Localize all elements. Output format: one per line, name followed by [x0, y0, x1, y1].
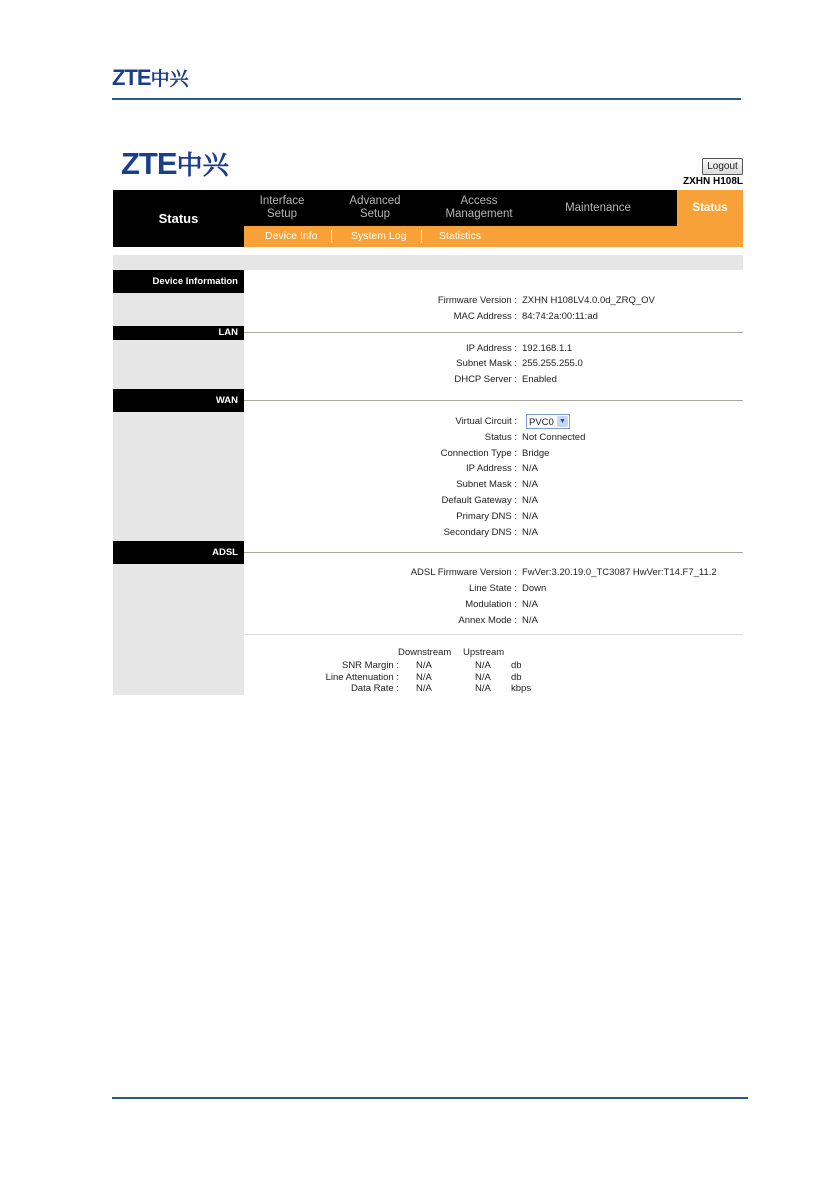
model-name: ZXHN H108L — [682, 176, 743, 187]
footer-rule — [112, 1097, 748, 1099]
subtab-system-log[interactable]: System Log — [351, 230, 407, 242]
tab-maintenance-label: Maintenance — [565, 201, 631, 214]
wan-mask-row — [244, 479, 743, 492]
device-info-heading: Device Information — [113, 270, 244, 293]
modulation-value: N/A — [522, 599, 538, 610]
line-attenuation-unit: db — [511, 672, 522, 683]
wan-status-label: Status : — [484, 432, 517, 443]
firmware-version-value: ZXHN H108LV4.0.0d_ZRQ_OV — [522, 295, 655, 306]
connection-type-row — [244, 448, 743, 461]
default-gateway-row — [244, 495, 743, 508]
wan-heading: WAN — [113, 389, 244, 412]
content-top-strip — [113, 255, 743, 270]
document-logo — [112, 64, 189, 91]
line-state-label: Line State : — [468, 583, 517, 594]
zte-logo — [121, 145, 229, 182]
virtual-circuit-select[interactable] — [526, 414, 570, 429]
data-rate-up: N/A — [475, 683, 491, 694]
lan-mask-value: 255.255.255.0 — [522, 358, 583, 369]
primary-dns-label: Primary DNS : — [456, 511, 517, 522]
document-logo-cn: 中兴 — [150, 69, 189, 90]
virtual-circuit-selected: PVC0 — [529, 417, 554, 428]
line-attenuation-down: N/A — [416, 672, 432, 683]
upstream-header: Upstream — [463, 647, 505, 658]
default-gateway-value: N/A — [522, 495, 538, 506]
wan-ip-value: N/A — [522, 463, 538, 474]
line-attenuation-up: N/A — [475, 672, 491, 683]
subtab-separator — [331, 230, 332, 243]
tab-access-management[interactable] — [430, 190, 528, 226]
lan-heading: LAN — [113, 326, 244, 340]
main-nav — [244, 190, 743, 226]
connection-type-value: Bridge — [522, 448, 550, 459]
firmware-version-label: Firmware Version : — [437, 295, 517, 306]
tab-advanced-setup-line1: Advanced — [349, 195, 401, 207]
adsl-firmware-label: ADSL Firmware Version : — [410, 567, 517, 578]
wan-status-row — [244, 432, 743, 445]
tab-advanced-setup-line2: Setup — [359, 208, 391, 220]
document-logo-latin: ZTE — [112, 65, 151, 90]
tab-interface-setup-line2: Setup — [266, 208, 298, 220]
modulation-label: Modulation : — [465, 599, 517, 610]
data-rate-down: N/A — [416, 683, 432, 694]
snr-margin-up: N/A — [475, 660, 491, 671]
secondary-dns-row — [244, 527, 743, 540]
wan-status-value: Not Connected — [522, 432, 586, 443]
dhcp-server-row — [244, 374, 743, 387]
line-state-value: Down — [522, 583, 547, 594]
dhcp-server-label: DHCP Server : — [454, 374, 517, 385]
data-rate-row — [244, 683, 743, 695]
line-state-row — [244, 583, 743, 596]
zte-logo-latin: ZTE — [121, 146, 177, 181]
modulation-row — [244, 599, 743, 612]
tab-interface-setup[interactable] — [244, 190, 320, 226]
adsl-heading: ADSL — [113, 541, 244, 564]
snr-margin-label: SNR Margin : — [341, 660, 399, 671]
tab-interface-setup-line1: Interface — [259, 195, 305, 207]
annex-mode-label: Annex Mode : — [458, 615, 517, 626]
annex-mode-row — [244, 615, 743, 628]
logout-button[interactable]: Logout — [702, 158, 743, 175]
snr-margin-unit: db — [511, 660, 522, 671]
adsl-divider — [244, 552, 743, 553]
tab-access-management-line2: Management — [445, 208, 513, 220]
lan-divider — [244, 332, 743, 333]
tab-maintenance[interactable] — [542, 190, 654, 226]
subtab-device-info[interactable]: Device Info — [265, 230, 318, 242]
lan-ip-row — [244, 343, 743, 356]
wan-ip-row — [244, 463, 743, 476]
lan-ip-label: IP Address : — [465, 343, 517, 354]
downstream-header: Downstream — [398, 647, 452, 658]
sub-nav — [244, 226, 743, 247]
lan-mask-row — [244, 358, 743, 371]
secondary-dns-value: N/A — [522, 527, 538, 538]
secondary-dns-label: Secondary DNS : — [443, 527, 517, 538]
connection-type-label: Connection Type : — [440, 448, 517, 459]
tab-status[interactable] — [677, 190, 743, 226]
subtab-statistics[interactable]: Statistics — [439, 230, 482, 242]
dhcp-server-value: Enabled — [522, 374, 557, 385]
tab-access-management-line1: Access — [460, 195, 498, 207]
chevron-down-icon[interactable]: ▼ — [557, 416, 568, 427]
primary-dns-value: N/A — [522, 511, 538, 522]
default-gateway-label: Default Gateway : — [441, 495, 517, 506]
adsl-firmware-row — [244, 567, 743, 580]
router-ui — [113, 140, 743, 695]
lan-mask-label: Subnet Mask : — [456, 358, 517, 369]
annex-mode-value: N/A — [522, 615, 538, 626]
lan-ip-value: 192.168.1.1 — [522, 343, 573, 354]
subtab-separator — [421, 230, 422, 243]
adsl-firmware-value: FwVer:3.20.19.0_TC3087 HwVer:T14.F7_11.2 — [522, 567, 717, 578]
wan-mask-label: Subnet Mask : — [456, 479, 517, 490]
wan-mask-value: N/A — [522, 479, 538, 490]
header-rule — [112, 98, 741, 100]
mac-address-value: 84:74:2a:00:11:ad — [522, 311, 598, 322]
zte-logo-cn: 中兴 — [176, 150, 229, 180]
tab-advanced-setup[interactable] — [332, 190, 418, 226]
line-attenuation-label: Line Attenuation : — [325, 672, 399, 683]
tab-status-label: Status — [692, 201, 728, 214]
virtual-circuit-label: Virtual Circuit : — [455, 416, 517, 427]
data-rate-label: Data Rate : — [350, 683, 399, 694]
data-rate-unit: kbps — [511, 683, 532, 694]
current-section-title: Status — [113, 190, 244, 247]
mac-address-label: MAC Address : — [453, 311, 517, 322]
wan-ip-label: IP Address : — [465, 463, 517, 474]
firmware-version-row — [244, 295, 743, 308]
mac-address-row — [244, 311, 743, 324]
wan-divider — [244, 400, 743, 401]
primary-dns-row — [244, 511, 743, 524]
snr-margin-row — [244, 660, 743, 672]
adsl-stats-divider — [244, 634, 743, 635]
virtual-circuit-row — [244, 416, 743, 429]
snr-margin-down: N/A — [416, 660, 432, 671]
